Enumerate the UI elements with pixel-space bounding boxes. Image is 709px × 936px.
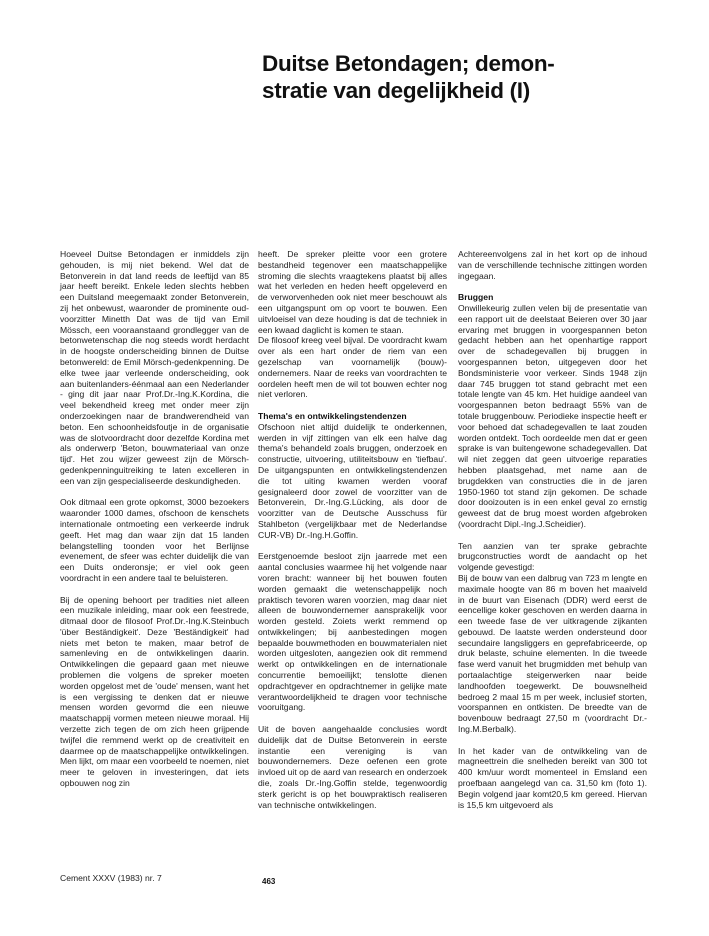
title-line-1: Duitse Betondagen; demon- — [262, 51, 555, 76]
paragraph: Ofschoon niet altijd duidelijk te onderkennen, werden in vijf zittingen van elk een halve dag thema's behandeld zoals bruggen, onderzoek en constructie, uitvoering, utiliteitsbouw en 'tiefbau'. De uitgangspunten en ontwikkelingstendenzen die tot uiting kwamen werden vooraf gesignaleerd door zowel de voorzitter van de Betonverein, Dr.-Ing.G.Lücking, als door de voorzitter van de Deutsche Ausschuss für Stahlbeton (vergelijkbaar met de Nederlandse CUR-VB) Dr.-Ing.H.Goffin. — [258, 421, 447, 540]
paragraph: Eerstgenoemde besloot zijn jaarrede met een aantal conclusies waarmee hij het volgende naar voren bracht: wanneer bij het bouwen fouten worden gemaakt die wetenschappelijk noch praktisch tevoren waren voorzien, mag daar niet alleen de bouwondernemer aansprakelijk voor worden gesteld. Zoiets werkt remmend op ontwikkelingen; bij aanbestedingen mogen bepaalde bouwmethoden en bouwmaterialen niet worden uitgesloten, aangezien ook dit remmend werkt op ontwikkelingen en de internationale concurrentie bemoeilijkt; tenslotte dienen opdrachtgever en opdrachtnemer in gelijke mate verantwoordelijkheid te dragen voor technische vooruitgang. — [258, 551, 447, 713]
journal-footer: Cement XXXV (1983) nr. 7 — [60, 873, 162, 883]
paragraph: Bij de bouw van een dalbrug van 723 m lengte en maximale hoogte van 86 m boven het maaiveld in de buurt van Eisenach (DDR) werd eerst de eencellige koker geschoven en werden daarna in een tweede fase de ver uitkragende zijkanten gebouwd. De laatste werden ondersteund door secundaire langsliggers en geprefabriceerde, op druk belaste, schuine elementen. In die tweede fase werd vanuit het brugmidden met behulp van portaalachtige steigerwerken naar beide landhoofden toegewerkt. De bouwsnelheid bedroeg 2 maal 15 m per week, inclusief storten, voorspannen en ontkisten. De breedte van de bovenbouw bedraagt 27,50 m (voordracht Dr.-Ing.M.Berbalk). — [458, 572, 647, 735]
page-number: 463 — [262, 877, 276, 886]
text-column-3 — [458, 249, 647, 821]
paragraph: Bij de opening behoort per tradities niet alleen een muzikale inleiding, maar ook een feestrede, ditmaal door de filosoof Prof.Dr.-Ing.K.Steinbuch 'über Beständigkeit'. Deze 'Beständigkeit' had niets met beton te maken, maar betrof de samenleving en de ontwikkelingen daarin. Ontwikkelingen die gepaard gaan met nieuwe problemen die volgens de spreker moeten worden opgelost met de 'oude' mensen, want het is een vergissing te denken dat er nieuwe mensen worden gevormd die een nieuwe maatschappij vormen meteen nieuwe moraal. Hij verzette zich tegen de om zich heen grijpende twijfel die remmend werkt op de creativiteit en daarmee op de maatschappelijke ontwikkelingen. Men lijkt, om maar een voorbeeld te noemen, niet meer te geloven in investeringen, dat iets opbouwen nog zin — [60, 594, 249, 789]
section-heading: Bruggen — [458, 292, 494, 303]
paragraph: De filosoof kreeg veel bijval. De voordracht kwam over als een hart onder de riem van een gezelschap van voornamelijk (bouw)-ondernemers. Naar de reeks van voordrachten te oordelen heeft men de wil tot bouwen echter nog niet verloren. — [258, 335, 447, 400]
section-heading: Thema's en ontwikkelingstendenzen — [258, 410, 407, 421]
paragraph: heeft. De spreker pleitte voor een grotere bestandheid tegenover een maatschappelijke stroming die slechts vraagtekens plaatst bij alles wat het verleden en heden heeft opgeleverd en de verworvenheden ook niet meer beschouwt als een uitgangspunt om op voort te bouwen. Een uitvloeisel van deze houding is dat de techniek in een kwaad daglicht is komen te staan. — [258, 249, 447, 335]
text-column-1 — [60, 249, 249, 800]
paragraph: Onwillekeurig zullen velen bij de presentatie van een rapport uit de deelstaat Beieren over 30 jaar ervaring met bruggen in voorgespannen beton gedacht hebben aan het openhartige rapport over de schadegevallen bij bruggen in voorgespannen beton, uitgegeven door het Bondsministerie voor verkeer. Sinds 1948 zijn daar 745 bruggen tot stand gebracht met een totale lengte van 45 km. Het huidige aandeel van voorgespannen beton bedraagt 55% van de totale bruggenbouw. Periodieke inspectie heeft er voor behoed dat schadegevallen te laat zouden worden ontdekt. Toch oordeelde men dat er geen sprake is van buitengewone schadegevallen. Dat wil niet zeggen dat geen uitvoerige reparaties hebben plaatsgehad, met name aan de brugdekken van constructies die in de jaren 1950-1960 tot stand zijn gekomen. De schade door dooizouten is in een enkel geval zo ernstig geweest dat de brug moest worden afgebroken (voordracht Dipl.-Ing.J.Scheidier). — [458, 302, 647, 529]
paragraph: Uit de boven aangehaalde conclusies wordt duidelijk dat de Duitse Betonverein in eerste instantie een vereniging is van bouwondernemers. Deze oefenen een grote invloed uit op de aard van research en onderzoek die, zoals Dr.-Ing.Goffin stelde, tegenwoordig sterk gericht is op het bouwpraktisch realiseren van technische ontwikkelingen. — [258, 724, 447, 810]
paragraph: Hoeveel Duitse Betondagen er inmiddels zijn gehouden, is mij niet bekend. Wel dat de Betonverein in dat land reeds de leeftijd van 85 jaar heeft bereikt. Enkele leden slechts hebben een Duitsland meegemaakt zonder Betonverein, zij het onbewust, waaronder de prominente oud-voorzitter Minetth Dat was de tijd van Emil Mössch, een vooraanstaand grondlegger van de betonwetenschap die nog steeds wordt herdacht in de hoogste onderscheiding binnen de Duitse betonwereld: de Emil Mörsch-gedenkpenning. De elke twee jaar verleende onderscheiding, ook aan buitenlanders-éénmaal aan een Nederlander - ging dit jaar naar Prof.Dr.-Ing.K.Kordina, die veel bekendheid kreeg met onder meer zijn onderzoekingen naar de brandwerendheid van beton. Een schoonheidsfoutje in de organisatie was de slotvoordracht door dezelfde Kordina met als onderwerp 'Beton, bouwmateriaal van onze tijd'. Het zou wijzer geweest zijn de Mörsch-gedenkpenninguitreiking te laten excelleren in een van zijn gespecialiseerde deskundigheden. — [60, 249, 249, 486]
text-column-2 — [258, 249, 447, 821]
paragraph: Achtereenvolgens zal in het kort op de inhoud van de verschillende technische zittingen worden ingegaan. — [458, 249, 647, 281]
paragraph: Ten aanzien van ter sprake gebrachte brugconstructies wordt de aandacht op het volgende gevestigd: — [458, 540, 647, 573]
paragraph: In het kader van de ontwikkeling van de magneettrein die snelheden bereikt van 300 tot 400 km/uur wordt momenteel in Emsland een proefbaan aangelegd van ca. 31,50 km (foto 1). Begin volgend jaar komt20,5 km gereed. Hiervan is 15,5 km uitgevoerd als — [458, 745, 647, 810]
article-title — [262, 50, 682, 104]
paragraph: Ook ditmaal een grote opkomst, 3000 bezoekers waaronder 1000 dames, ofschoon de kenschets internationale ontmoeting een verkeerde indruk geeft. Het mag dan waar zijn dat 15 landen belangstelling toonden voor het Berlijnse evenement, de sfeer was echter duidelijk die van een Duits onderonsje; er viel ook geen voordracht in een andere taal te beluisteren. — [60, 497, 249, 583]
title-line-2: stratie van degelijkheid (I) — [262, 78, 530, 103]
